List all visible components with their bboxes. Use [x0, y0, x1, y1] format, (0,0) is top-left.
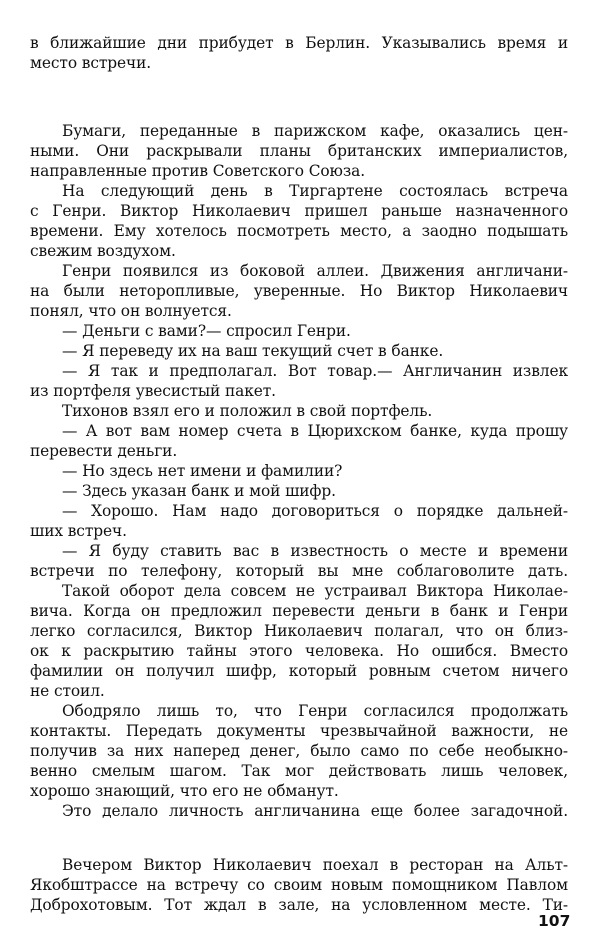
- text-line: контакты. Передать документы чрезвычайной важности, не: [30, 722, 568, 740]
- text-line: Вечером Виктор Николаевич поехал в ресторан на Альт-: [62, 856, 568, 874]
- text-line: — Здесь указан банк и мой шифр.: [62, 482, 336, 500]
- text-line: ными. Они раскрывали планы британских империалистов,: [30, 142, 568, 160]
- text-line: ок к раскрытию тайны этого человека. Но ошибся. Вместо: [30, 642, 568, 660]
- text-line: свежим воздухом.: [30, 242, 176, 260]
- text-line: Такой оборот дела совсем не устраивал Виктора Николае-: [62, 582, 568, 600]
- text-line: в ближайшие дни прибудет в Берлин. Указывались время и: [30, 34, 568, 52]
- text-line: На следующий день в Тиргартене состоялась встреча: [62, 182, 568, 200]
- text-line: Это делало личность англичанина еще более загадочной.: [62, 802, 568, 820]
- text-line: — А вот вам номер счета в Цюрихском банке, куда прошу: [62, 422, 568, 440]
- text-line: встречи по телефону, который вы мне соблаговолите дать.: [30, 562, 568, 580]
- text-line: легко согласился, Виктор Николаевич полагал, что он близ-: [30, 622, 568, 640]
- text-line: — Но здесь нет имени и фамилии?: [62, 462, 343, 480]
- text-line: — Я так и предполагал. Вот товар.— Англичанин извлек: [62, 362, 568, 380]
- text-line: Тихонов взял его и положил в свой портфель.: [62, 402, 433, 420]
- text-line: получив за них наперед денег, было само по себе необыкно-: [30, 742, 568, 760]
- text-line: на были неторопливые, уверенные. Но Виктор Николаевич: [30, 282, 568, 300]
- text-line: — Хорошо. Нам надо договориться о порядке дальней-: [62, 502, 568, 520]
- text-line: перевести деньги.: [30, 442, 178, 460]
- text-line: фамилии он получил шифр, который ровным счетом ничего: [30, 662, 568, 680]
- text-line: — Я переведу их на ваш текущий счет в банке.: [62, 342, 444, 360]
- text-line: Ободряло лишь то, что Генри согласился продолжать: [62, 702, 568, 720]
- text-line: Якобштрассе на встречу со своим новым помощником Павлом: [30, 876, 568, 894]
- text-line: времени. Ему хотелось посмотреть место, а заодно подышать: [30, 222, 568, 240]
- text-line: понял, что он волнуется.: [30, 302, 232, 320]
- text-line: — Я буду ставить вас в известность о месте и времени: [62, 542, 568, 560]
- text-line: Бумаги, переданные в парижском кафе, оказались цен-: [62, 122, 568, 140]
- text-line: Доброхотовым. Тот ждал в зале, на условленном месте. Ти-: [30, 896, 568, 914]
- text-line: вича. Когда он предложил перевести деньги в банк и Генри: [30, 602, 568, 620]
- text-line: с Генри. Виктор Николаевич пришел раньше назначенного: [30, 202, 568, 220]
- text-line: венно смелым шагом. Так мог действовать лишь человек,: [30, 762, 568, 780]
- page-number: 107: [538, 912, 571, 930]
- text-line: направленные против Советского Союза.: [30, 162, 365, 180]
- text-line: хорошо знающий, что его не обманут.: [30, 782, 339, 800]
- text-line: Генри появился из боковой аллеи. Движения англичани-: [62, 262, 568, 280]
- text-line: — Деньги с вами?— спросил Генри.: [62, 322, 351, 340]
- text-line: ших встреч.: [30, 522, 127, 540]
- text-line: место встречи.: [30, 54, 152, 72]
- text-line: из портфеля увесистый пакет.: [30, 382, 276, 400]
- text-line: не стоил.: [30, 682, 105, 700]
